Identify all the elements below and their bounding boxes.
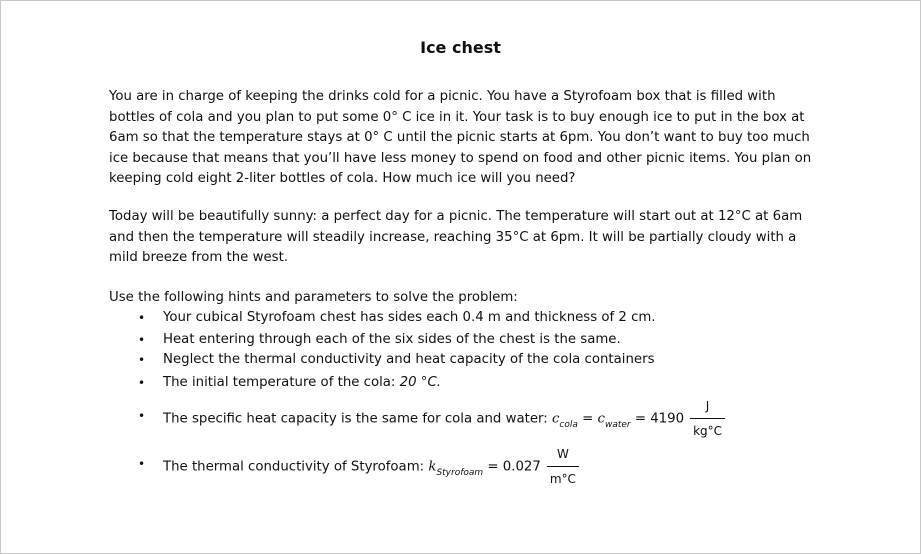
hint-item bbox=[0, 330, 921, 350]
hint-item bbox=[0, 400, 921, 436]
hint-text: Heat entering through each of the six sides of the chest is the same. bbox=[163, 332, 621, 347]
bullet-icon: • bbox=[138, 333, 146, 347]
bullet-icon: • bbox=[138, 457, 146, 471]
specific-heat-unit bbox=[690, 396, 725, 441]
hint-item bbox=[0, 373, 921, 393]
hint-text: Your cubical Styrofoam chest has sides each 0.4 m and thickness of 2 cm. bbox=[163, 310, 656, 325]
weather-paragraph: Today will be beautifully sunny: a perfect day for a picnic. The temperature will start out at 12°C at 6am and then the temperature will steadily increase, reaching 35°C at 6pm. It will be partially cloudy with a mild breeze from the west. bbox=[109, 209, 803, 265]
unit-numerator: W bbox=[547, 444, 579, 467]
intro-paragraph: You are in charge of keeping the drinks cold for a picnic. You have a Styrofoam box that is filled with bottles of cola and you plan to put some 0° C ice in it. Your task is to buy enough ice to put in the box at 6am so that the temperature stays at 0° C until the picnic starts at 6pm. You don’t want to buy too much ice because that means that you’ll have less money to spend on food and other picnic items. You plan on keeping cold eight 2-liter bottles of cola. How much ice will you need? bbox=[109, 89, 812, 186]
unit-numerator: J bbox=[690, 396, 725, 419]
hint-cond-prefix: The thermal conductivity of Styrofoam: bbox=[163, 459, 429, 475]
hint-text bbox=[163, 373, 441, 393]
conductivity-value: 0.027 bbox=[502, 459, 541, 475]
hint-text: Neglect the thermal conductivity and heat capacity of the cola containers bbox=[163, 352, 655, 367]
k-var: k bbox=[428, 459, 437, 475]
document-title: Ice chest bbox=[420, 38, 501, 57]
styrofoam-subscript: Styrofoam bbox=[436, 467, 484, 478]
thermal-conductivity-formula bbox=[163, 444, 579, 489]
bullet-icon: • bbox=[138, 353, 146, 367]
hint-temp-value: 20 °C. bbox=[399, 375, 441, 390]
specific-heat-formula bbox=[163, 396, 725, 441]
specific-heat-value: 4190 bbox=[650, 411, 685, 427]
hint-heat-prefix: The specific heat capacity is the same for cola and water: bbox=[163, 411, 552, 427]
cola-subscript: cola bbox=[559, 419, 578, 430]
equals-sign: = bbox=[483, 459, 503, 475]
unit-denominator: kg°C bbox=[693, 424, 723, 438]
bullet-icon: • bbox=[138, 409, 146, 423]
conductivity-unit bbox=[547, 444, 579, 489]
bullet-icon: • bbox=[138, 311, 146, 325]
hints-intro: Use the following hints and parameters to solve the problem: bbox=[109, 290, 518, 305]
hint-item bbox=[0, 350, 921, 370]
bullet-icon: • bbox=[138, 376, 146, 390]
hint-item bbox=[0, 447, 921, 486]
hint-item bbox=[0, 308, 921, 328]
water-subscript: water bbox=[604, 419, 631, 430]
equals-sign: = bbox=[630, 411, 651, 427]
c-cola-var: c bbox=[551, 411, 560, 427]
hint-temp-prefix: The initial temperature of the cola: bbox=[163, 375, 400, 390]
c-water-var: c bbox=[597, 411, 605, 427]
unit-denominator: m°C bbox=[549, 472, 576, 486]
equals-sign: = bbox=[577, 411, 598, 427]
